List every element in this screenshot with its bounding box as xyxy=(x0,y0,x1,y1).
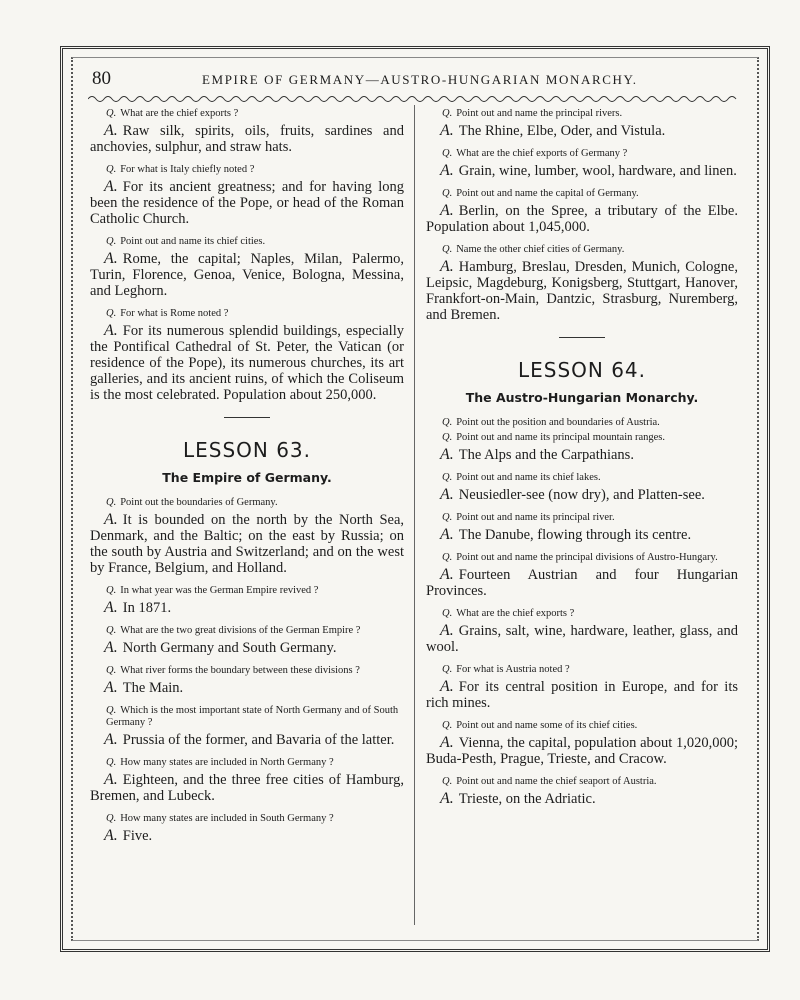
answer xyxy=(90,772,404,804)
question-text: Point out and name the principal rivers. xyxy=(456,108,623,119)
question-label: Q. xyxy=(442,472,453,483)
question xyxy=(426,472,738,484)
answer-label: A. xyxy=(104,599,118,616)
answer-text: Neusiedler-see (now dry), and Platten-see. xyxy=(458,487,705,503)
question-text: For what is Italy chiefly noted ? xyxy=(120,164,255,175)
answer-label: A. xyxy=(440,122,454,139)
question xyxy=(90,813,404,825)
question xyxy=(90,164,404,176)
lesson-title: LESSON 64. xyxy=(517,358,647,382)
answer-label: A. xyxy=(104,827,118,844)
question-label: Q. xyxy=(106,705,117,716)
left-column xyxy=(90,108,404,853)
question xyxy=(426,432,738,444)
question-label: Q. xyxy=(442,417,453,428)
answer-text: Rome, the capital; Naples, Milan, Palermo, Turin, Florence, Genoa, Venice, Bologna, Messina, and Leghorn. xyxy=(90,251,404,299)
question-label: Q. xyxy=(106,308,117,319)
question-text: In what year was the German Empire revived ? xyxy=(120,585,319,596)
answer xyxy=(426,567,738,599)
question-text: Point out and name the chief seaport of Austria. xyxy=(456,776,657,787)
answer xyxy=(426,163,738,179)
answer-text: The Rhine, Elbe, Oder, and Vistula. xyxy=(458,123,666,139)
question xyxy=(426,108,738,120)
answer xyxy=(90,323,404,403)
answer xyxy=(426,735,738,767)
question-text: How many states are included in North Germany ? xyxy=(120,757,334,768)
answer-label: A. xyxy=(104,511,118,528)
question-label: Q. xyxy=(106,813,117,824)
qa-list xyxy=(426,108,738,323)
answer xyxy=(90,828,404,844)
answer-label: A. xyxy=(440,486,454,503)
answer-label: A. xyxy=(104,250,118,267)
question-label: Q. xyxy=(442,664,453,675)
answer xyxy=(90,640,404,656)
answer xyxy=(90,123,404,155)
answer xyxy=(90,179,404,227)
answer-text: It is bounded on the north by the North Sea, Denmark, and the Baltic; on the east by Russia; on the south by Austria and Switzerland; and on the west by France, Belgium, and Holland. xyxy=(90,512,404,576)
question-text: For what is Austria noted ? xyxy=(456,664,570,675)
answer-text: The Main. xyxy=(122,680,184,696)
answer-text: For its ancient greatness; and for having long been the residence of the Pope, or head of the Roman Catholic Church. xyxy=(90,179,404,227)
answer-text: Prussia of the former, and Bavaria of the latter. xyxy=(122,732,395,748)
answer xyxy=(426,259,738,323)
column-divider xyxy=(414,105,415,925)
answer-text: Grain, wine, lumber, wool, hardware, and linen. xyxy=(458,163,737,179)
qa-list xyxy=(90,108,404,403)
question-text: For what is Rome noted ? xyxy=(120,308,229,319)
answer-label: A. xyxy=(104,771,118,788)
answer xyxy=(426,527,738,543)
answer-label: A. xyxy=(104,178,118,195)
question-label: Q. xyxy=(442,108,453,119)
answer xyxy=(426,123,738,139)
answer-label: A. xyxy=(440,790,454,807)
answer xyxy=(426,447,738,463)
question-text: Point out and name some of its chief cities. xyxy=(456,720,638,731)
question-text: What are the chief exports ? xyxy=(120,108,239,119)
question-text: Which is the most important state of North Germany and of South Germany ? xyxy=(106,705,399,728)
question-text: How many states are included in South Germany ? xyxy=(120,813,334,824)
page-number: 80 xyxy=(92,68,111,89)
question-text: Name the other chief cities of Germany. xyxy=(456,244,625,255)
question-label: Q. xyxy=(442,244,453,255)
answer-text: Hamburg, Breslau, Dresden, Munich, Cologne, Leipsic, Magdeburg, Konigsberg, Stuttgart, Hanover, Frankfort-on-Main, Dantzic, Strasburg, Nuremberg, and Bremen. xyxy=(426,259,738,323)
question-text: Point out and name its chief lakes. xyxy=(456,472,601,483)
answer-text: In 1871. xyxy=(122,600,172,616)
wavy-rule xyxy=(88,94,740,104)
answer xyxy=(426,791,738,807)
question-label: Q. xyxy=(442,512,453,523)
question-label: Q. xyxy=(442,432,453,443)
question-text: What are the chief exports of Germany ? xyxy=(456,148,628,159)
answer xyxy=(90,680,404,696)
question-text: What river forms the boundary between these divisions ? xyxy=(120,665,360,676)
answer-text: Fourteen Austrian and four Hungarian Provinces. xyxy=(426,567,738,599)
running-head: EMPIRE OF GERMANY—AUSTRO-HUNGARIAN MONARCHY. xyxy=(202,72,638,87)
question-label: Q. xyxy=(106,164,117,175)
question xyxy=(90,236,404,248)
answer-label: A. xyxy=(440,258,454,275)
answer-label: A. xyxy=(440,622,454,639)
question xyxy=(426,664,738,676)
question xyxy=(426,608,738,620)
question xyxy=(90,705,404,729)
question-text: What are the two great divisions of the German Empire ? xyxy=(120,625,361,636)
answer-label: A. xyxy=(440,162,454,179)
question xyxy=(426,552,738,564)
question xyxy=(90,108,404,120)
lesson-title: LESSON 63. xyxy=(182,438,312,462)
answer-text: For its numerous splendid buildings, especially the Pontifical Cathedral of St. Peter, the Vatican (or residence of the Pope), its numerous churches, its art galleries, and its ancient ruins, of which the Coliseum is the most celebrated. Population about 250,000. xyxy=(90,323,404,403)
answer-text: Five. xyxy=(122,828,153,844)
question-label: Q. xyxy=(106,108,117,119)
question-label: Q. xyxy=(106,236,117,247)
answer-text: North Germany and South Germany. xyxy=(122,640,337,656)
question xyxy=(426,417,738,429)
answer-text: The Danube, flowing through its centre. xyxy=(458,527,692,543)
question xyxy=(426,776,738,788)
answer-text: The Alps and the Carpathians. xyxy=(458,447,634,463)
question xyxy=(426,244,738,256)
answer-label: A. xyxy=(104,322,118,339)
question-text: Point out and name the principal divisions of Austro-Hungary. xyxy=(456,552,718,563)
answer-text: Berlin, on the Spree, a tributary of the Elbe. Population about 1,045,000. xyxy=(426,203,738,235)
answer-label: A. xyxy=(440,678,454,695)
answer-label: A. xyxy=(104,639,118,656)
page-header xyxy=(92,66,740,92)
question xyxy=(426,148,738,160)
answer-label: A. xyxy=(104,731,118,748)
question xyxy=(426,188,738,200)
question-label: Q. xyxy=(442,552,453,563)
answer-text: Eighteen, and the three free cities of Hamburg, Bremen, and Lubeck. xyxy=(90,772,404,804)
answer-label: A. xyxy=(440,734,454,751)
lesson-subtitle: The Austro-Hungarian Monarchy. xyxy=(465,390,699,405)
answer-label: A. xyxy=(104,679,118,696)
question-label: Q. xyxy=(442,188,453,199)
question xyxy=(426,512,738,524)
question-text: What are the chief exports ? xyxy=(456,608,575,619)
question-label: Q. xyxy=(106,585,117,596)
question-label: Q. xyxy=(106,757,117,768)
qa-list xyxy=(426,432,738,807)
question xyxy=(90,665,404,677)
question-label: Q. xyxy=(106,625,117,636)
answer-label: A. xyxy=(440,566,454,583)
answer-text: Vienna, the capital, population about 1,020,000; Buda-Pesth, Prague, Trieste, and Cracow. xyxy=(426,735,738,767)
answer xyxy=(426,679,738,711)
question xyxy=(426,720,738,732)
answer-text: Grains, salt, wine, hardware, leather, glass, and wool. xyxy=(426,623,738,655)
answer xyxy=(90,251,404,299)
answer-label: A. xyxy=(104,122,118,139)
lesson-subtitle: The Empire of Germany. xyxy=(162,470,332,485)
answer-text: Raw silk, spirits, oils, fruits, sardines and anchovies, sulphur, and straw hats. xyxy=(90,123,404,155)
question-label: Q. xyxy=(442,720,453,731)
question-text: Point out and name its chief cities. xyxy=(120,236,266,247)
right-column xyxy=(426,108,738,816)
lesson-divider xyxy=(224,417,270,418)
question-text: Point out the boundaries of Germany. xyxy=(120,497,278,508)
answer xyxy=(426,623,738,655)
question-label: Q. xyxy=(106,665,117,676)
question-label: Q. xyxy=(442,776,453,787)
lesson-divider xyxy=(559,337,605,338)
question-text: Point out the position and boundaries of Austria. xyxy=(456,417,660,428)
answer xyxy=(426,487,738,503)
answer-label: A. xyxy=(440,446,454,463)
answer-text: For its central position in Europe, and for its rich mines. xyxy=(426,679,738,711)
answer-text: Trieste, on the Adriatic. xyxy=(458,791,596,807)
question-label: Q. xyxy=(442,608,453,619)
question xyxy=(90,308,404,320)
question xyxy=(90,497,404,509)
question-label: Q. xyxy=(106,497,117,508)
answer xyxy=(90,732,404,748)
answer-label: A. xyxy=(440,526,454,543)
answer xyxy=(90,512,404,576)
answer xyxy=(90,600,404,616)
question xyxy=(90,585,404,597)
qa-list xyxy=(90,497,404,844)
question xyxy=(90,625,404,637)
question-text: Point out and name its principal river. xyxy=(456,512,615,523)
question-text: Point out and name its principal mountain ranges. xyxy=(456,432,666,443)
answer-label: A. xyxy=(440,202,454,219)
question xyxy=(90,757,404,769)
question-label: Q. xyxy=(442,148,453,159)
answer xyxy=(426,203,738,235)
question-text: Point out and name the capital of Germany. xyxy=(456,188,639,199)
